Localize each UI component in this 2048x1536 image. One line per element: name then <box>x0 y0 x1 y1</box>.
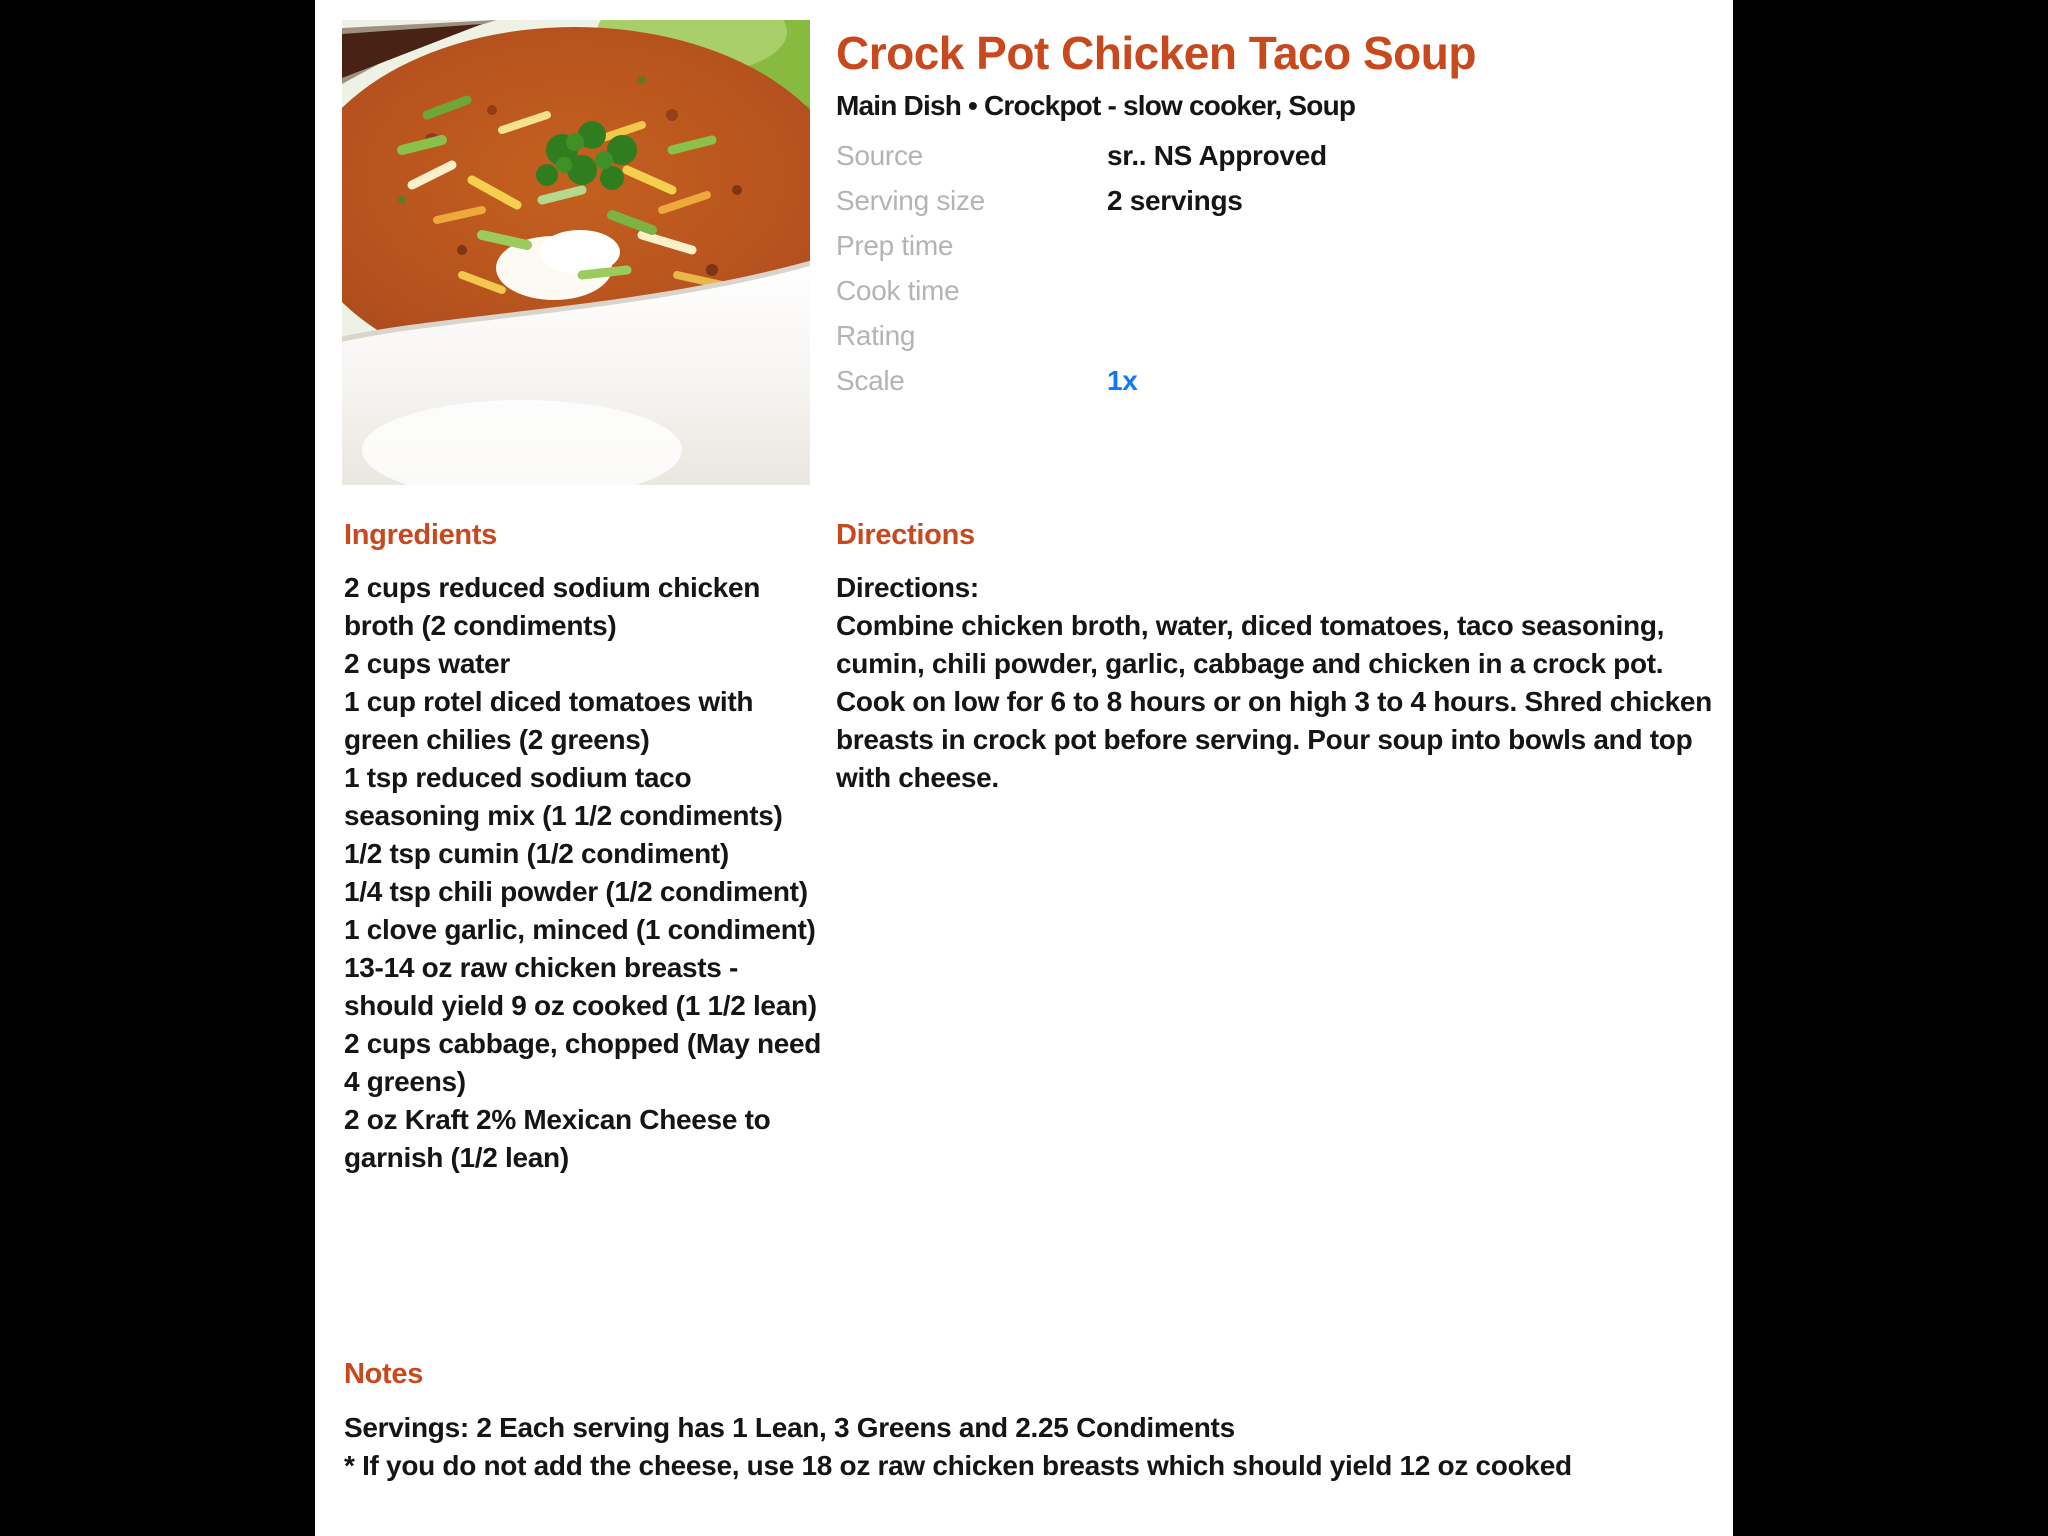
rating-label: Rating <box>836 319 916 351</box>
ingredient-item: 2 cups reduced sodium chicken broth (2 condiments) <box>344 572 761 641</box>
source-value: sr.. NS Approved <box>1107 139 1327 171</box>
ingredient-item: 1/2 tsp cumin (1/2 condiment) <box>344 838 729 869</box>
cook-time-label: Cook time <box>836 274 960 306</box>
meta-row-source <box>836 133 1716 178</box>
notes-line: * If you do not add the cheese, use 18 oz raw chicken breasts which should yield 12 oz cooked <box>344 1450 1572 1481</box>
recipe-photo <box>342 20 810 485</box>
ingredient-item: 1 clove garlic, minced (1 condiment) <box>344 914 816 945</box>
ingredient-item: 1 tsp reduced sodium taco seasoning mix (1 1/2 condiments) <box>344 762 783 831</box>
directions-text: Combine chicken broth, water, diced tomatoes, taco seasoning, cumin, chili powder, garlic, cabbage and chicken in a crock pot. Cook on low for 6 to 8 hours or on high 3 to 4 hours. Shred chicken breasts in crock pot before serving. Pour soup into bowls and top with cheese. <box>836 610 1712 793</box>
serving-size-label: Serving size <box>836 184 985 216</box>
source-label: Source <box>836 139 923 171</box>
scale-value-link[interactable]: 1x <box>1107 364 1138 396</box>
ingredient-item: 1/4 tsp chili powder (1/2 condiment) <box>344 876 808 907</box>
prep-time-label: Prep time <box>836 229 954 261</box>
meta-row-scale <box>836 358 1716 403</box>
recipe-page <box>315 0 1733 1536</box>
ingredient-item: 13-14 oz raw chicken breasts - should yield 9 oz cooked (1 1/2 lean) <box>344 952 817 1021</box>
directions-body <box>836 569 1720 797</box>
soup-photo-illustration <box>342 20 810 485</box>
notes-line: Servings: 2 Each serving has 1 Lean, 3 Greens and 2.25 Condiments <box>344 1412 1235 1443</box>
ingredient-item: 2 cups water <box>344 648 511 679</box>
ingredient-item: 2 cups cabbage, chopped (May need 4 greens) <box>344 1028 822 1097</box>
notes-heading: Notes <box>344 1358 424 1390</box>
meta-row-serving-size <box>836 178 1716 223</box>
meta-row-rating <box>836 313 1716 358</box>
scale-label: Scale <box>836 364 905 396</box>
ingredient-item: 2 oz Kraft 2% Mexican Cheese to garnish (1/2 lean) <box>344 1104 771 1173</box>
serving-size-value: 2 servings <box>1107 184 1243 216</box>
meta-row-cook-time <box>836 268 1716 313</box>
ingredients-heading: Ingredients <box>344 519 497 551</box>
ingredients-list <box>344 569 822 1177</box>
directions-heading: Directions <box>836 519 975 551</box>
ingredient-item: 1 cup rotel diced tomatoes with green chilies (2 greens) <box>344 686 754 755</box>
recipe-categories: Main Dish • Crockpot - slow cooker, Soup <box>836 90 1356 121</box>
recipe-meta <box>836 133 1716 403</box>
notes-body <box>344 1409 1656 1485</box>
meta-row-prep-time <box>836 223 1716 268</box>
recipe-title: Crock Pot Chicken Taco Soup <box>836 27 1476 79</box>
directions-intro-line: Directions: <box>836 572 979 603</box>
